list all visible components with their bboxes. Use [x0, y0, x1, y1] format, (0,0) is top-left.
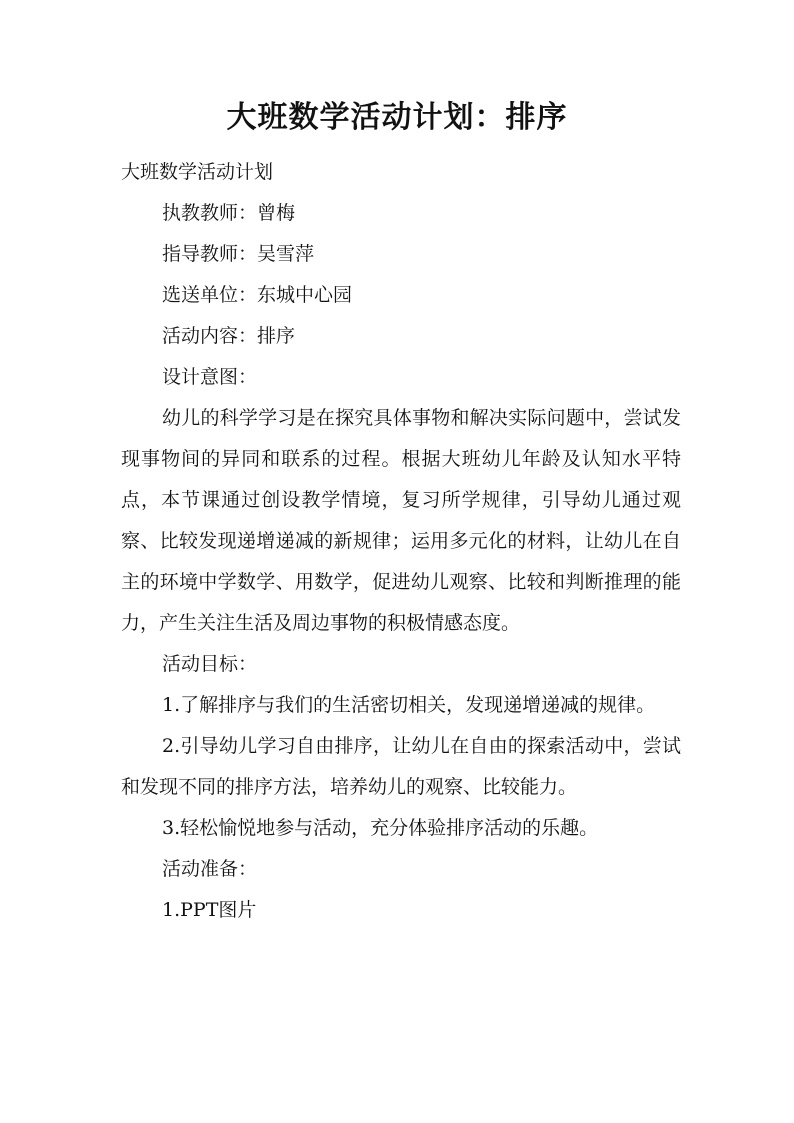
advisor-line: 指导教师：吴雪萍: [162, 243, 315, 265]
goal-item: 2.引导幼儿学习自由排序，让幼儿在自由的探索活动中，尝试和发现不同的排序方法，培养幼儿的观察、比较能力。: [121, 735, 681, 798]
unit-line: 选送单位：东城中心园: [162, 284, 353, 306]
prep-item: 1.PPT图片: [162, 899, 257, 921]
design-paragraph: 幼儿的科学学习是在探究具体事物和解决实际问题中，尝试发现事物间的异同和联系的过程。根据大班幼儿年龄及认知水平特点，本节课通过创设教学情境，复习所学规律，引导幼儿通过观察、比较发现递增递减的新规律；运用多元化的材料，让幼儿在自主的环境中学数学、用数学，促进幼儿观察、比较和判断推理的能力，产生关注生活及周边事物的积极情感态度。: [121, 407, 681, 634]
goal-item: 3.轻松愉悦地参与活动，充分体验排序活动的乐趣。: [162, 817, 599, 839]
prep-heading: 活动准备：: [162, 858, 258, 880]
content-line: 活动内容：排序: [162, 325, 296, 347]
goal-item: 1.了解排序与我们的生活密切相关，发现递增递减的规律。: [162, 694, 656, 716]
document-title: 大班数学活动计划：排序: [226, 100, 568, 135]
teacher-line: 执教教师：曾梅: [162, 202, 296, 224]
document-body: [121, 152, 681, 931]
design-heading: 设计意图：: [162, 366, 258, 388]
plan-subtitle: 大班数学活动计划: [121, 161, 274, 183]
goals-heading: 活动目标：: [162, 653, 258, 675]
